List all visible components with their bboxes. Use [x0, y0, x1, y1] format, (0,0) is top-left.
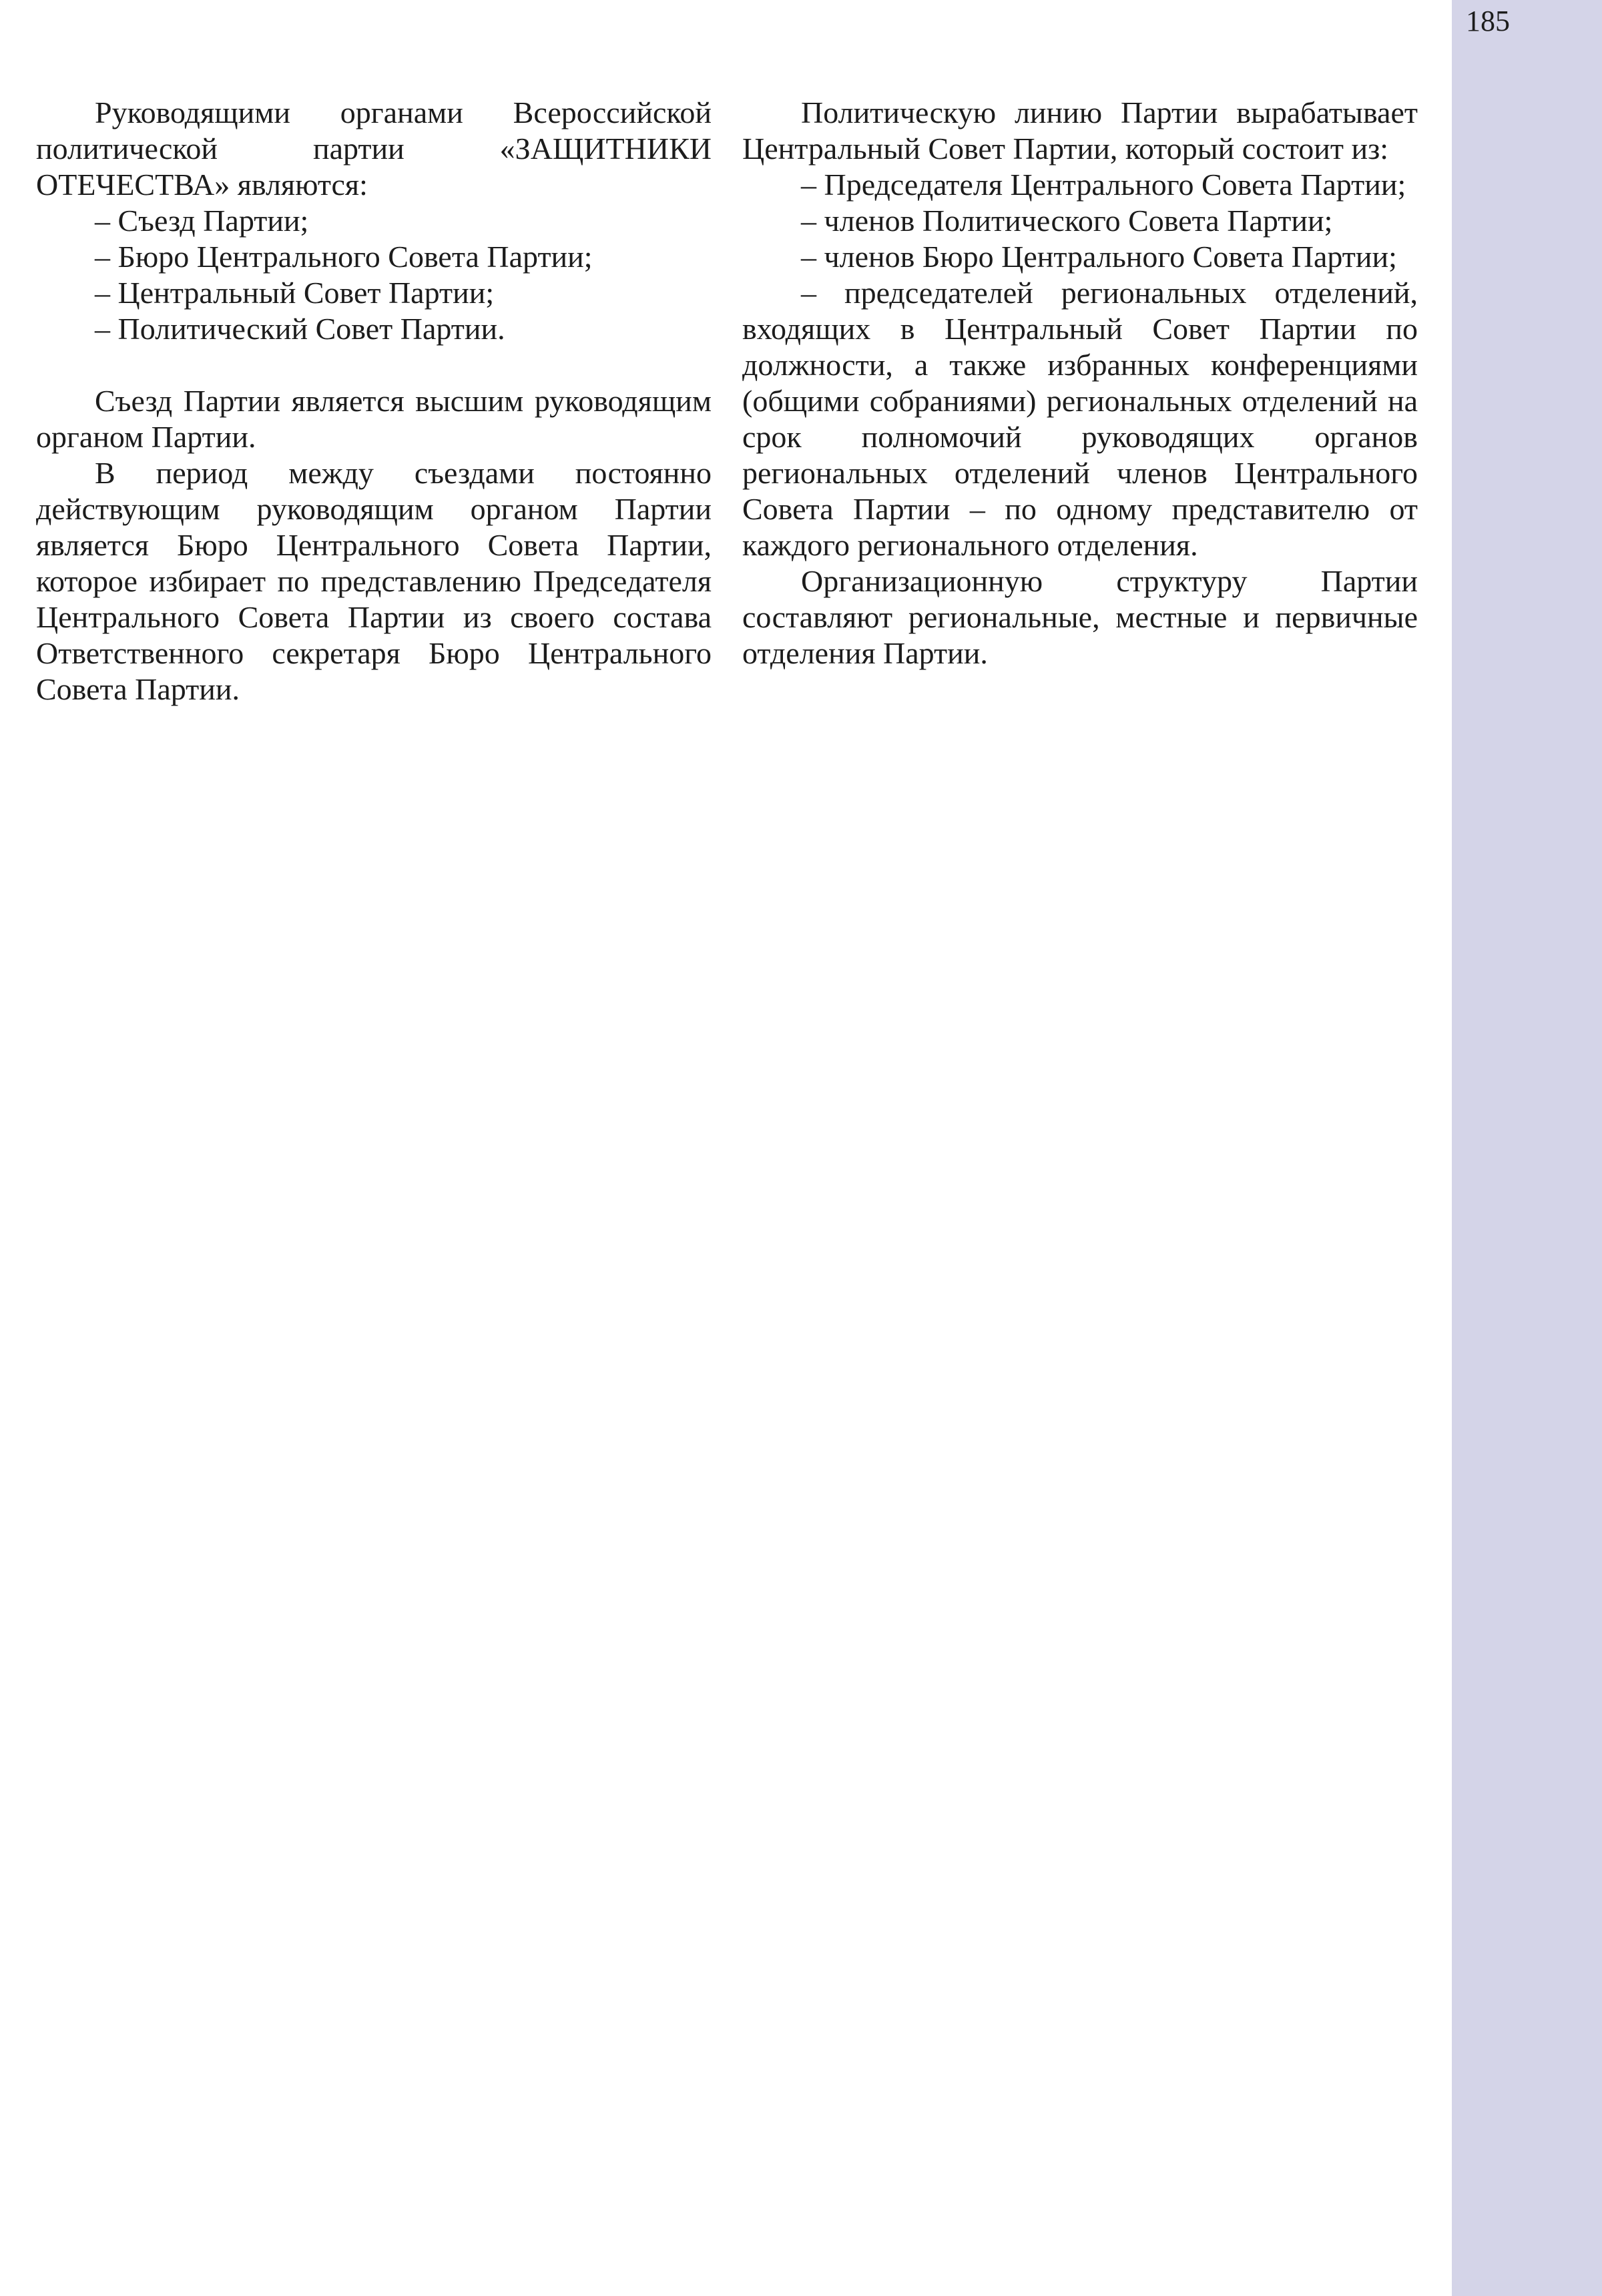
list-item: – членов Бюро Центрального Совета Партии; [801, 240, 1397, 274]
right-paragraph-structure: Организационную структуру Партии составляют региональные, местные и первичные отделения Партии. [742, 564, 1418, 670]
page-number: 185 [1466, 5, 1510, 37]
right-intro-paragraph: Политическую линию Партии вырабатывает Центральный Совет Партии, который состоит из: [742, 95, 1418, 166]
list-item: – Председателя Центрального Совета Партии; [801, 168, 1406, 202]
list-item: – Съезд Партии; [95, 204, 309, 238]
list-item: – Бюро Центрального Совета Партии; [95, 240, 593, 274]
list-item: – Центральный Совет Партии; [95, 276, 495, 310]
left-paragraph-congress: Съезд Партии является высшим руководящим органом Партии. [36, 384, 712, 454]
side-margin-band [1452, 0, 1602, 2296]
left-intro-paragraph: Руководящими органами Всероссийской политической партии «ЗАЩИТНИКИ ОТЕЧЕСТВА» являются: [36, 95, 712, 202]
left-column [36, 95, 712, 707]
paragraph-gap [36, 347, 712, 383]
list-item: – членов Политического Совета Партии; [801, 204, 1333, 238]
list-item: – председателей региональных отделений, входящих в Центральный Совет Партии по должности, а также избранных конференциями (общими собраниями) региональных отделений на срок полномочий руководящих органов региональных отделений членов Центрального Совета Партии – по одному представителю от каждого регионального отделения. [742, 276, 1418, 562]
right-column [742, 95, 1418, 671]
list-item: – Политический Совет Партии. [95, 312, 505, 346]
left-paragraph-bureau: В период между съездами постоянно действующим руководящим органом Партии является Бюро Центрального Совета Партии, которое избирает по представлению Председателя Центрального Совета Партии из своего состава Ответственного секретаря Бюро Центрального Совета Партии. [36, 456, 712, 706]
